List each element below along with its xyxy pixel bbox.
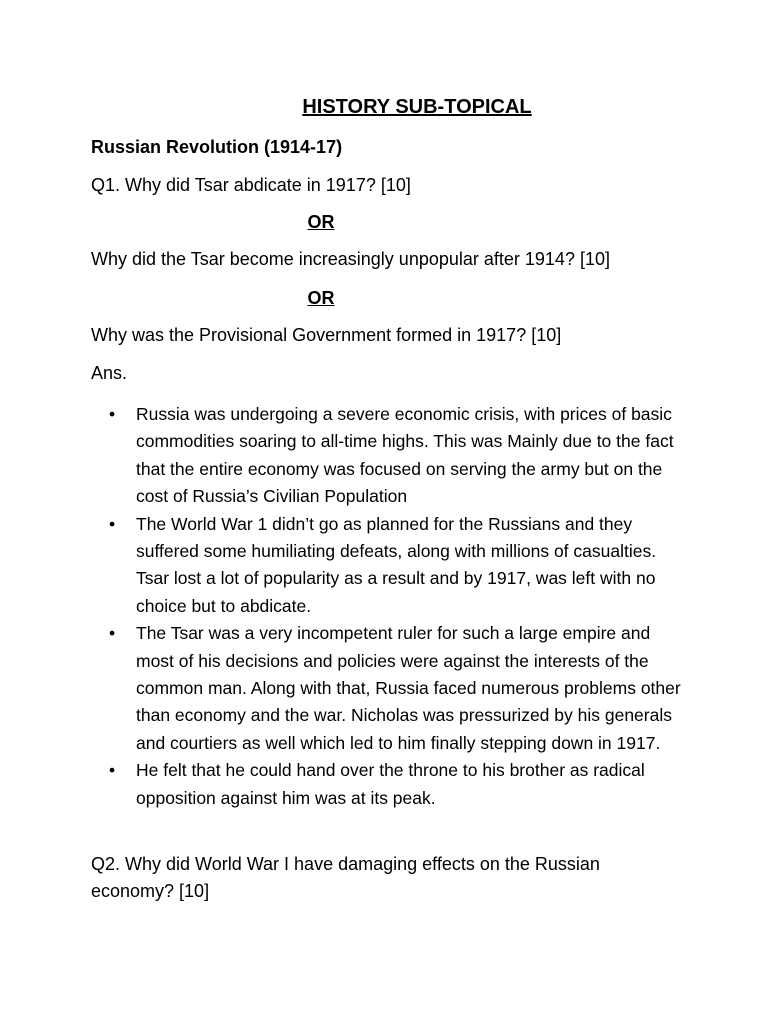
bullet-text: He felt that he could hand over the throne to his brother as radical opposition against him was at its peak. (136, 760, 645, 808)
bullet-icon: • (109, 760, 116, 781)
answer-label: Ans. (91, 363, 128, 383)
bullet-text: The Tsar was a very incompetent ruler for such a large empire and most of his decisions and policies were against the interests of the common man. Along with that, Russia faced numerous problems other than economy and the war. Nicholas was pressurized by his generals and courtiers as well which led to him finally stepping down in 1917. (136, 623, 681, 753)
answer-bullet-list (91, 401, 691, 812)
alternative-question-1: Why did the Tsar become increasingly unpopular after 1914? [10] (91, 249, 610, 269)
list-item (91, 511, 691, 621)
section-heading: Russian Revolution (1914-17) (91, 137, 343, 157)
question-1: Q1. Why did Tsar abdicate in 1917? [10] (91, 175, 411, 195)
list-item (91, 757, 691, 812)
or-separator-1: OR (307, 212, 335, 232)
bullet-icon: • (109, 513, 116, 534)
document-title: HISTORY SUB-TOPICAL (302, 96, 532, 118)
list-item (91, 620, 691, 757)
bullet-icon: • (109, 404, 116, 424)
list-item (91, 401, 691, 511)
bullet-text: The World War 1 didn’t go as planned for the Russians and they suffered some humiliating defeats, along with millions of casualties. Tsar lost a lot of popularity as a result and by 1917, was left with no choice but to abdicate. (136, 513, 657, 616)
bullet-text: Russia was undergoing a severe economic crisis, with prices of basic commodities soaring to all-time highs. This was Mainly due to the fact that the entire economy was focused on serving the army but on the cost of Russia’s Civilian Population (136, 404, 674, 507)
question-2: Q2. Why did World War I have damaging effects on the Russian economy? [10] (91, 854, 600, 901)
or-separator-2: OR (307, 288, 335, 308)
bullet-icon: • (109, 623, 116, 644)
alternative-question-2: Why was the Provisional Government formed in 1917? [10] (91, 325, 562, 345)
